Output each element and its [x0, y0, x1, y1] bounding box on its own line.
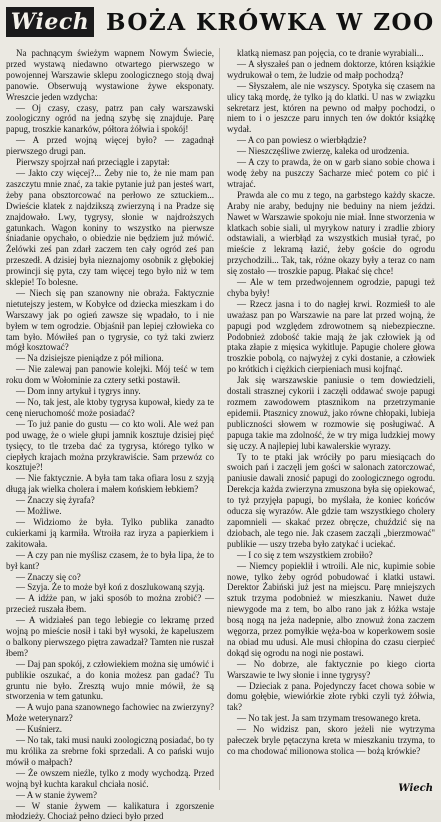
- paragraph: Pierwszy spojrzał nań przeciągle i zapytał:: [16, 157, 170, 168]
- paragraph: — A widziałeś pan tego lebiegie co lekramę przed wojną po mieście nosił i taki był wysoki, że kapeluszem o balkony pierwszego piętra zawadzał? Tamten nie ruszał łbem?: [6, 615, 214, 658]
- paragraph: — Nieszczęśliwe zwierzę, kaleka od urodzenia.: [237, 146, 410, 157]
- paragraph: — A co pan powiesz o wierbłądzie?: [237, 135, 367, 146]
- paragraph: — Niech się pan szanowny nie obraża. Faktycznie nietutejszy jestem, w Kobyłce od dziecka mieszkam i do Warszawy jak po ogień zawsze się wpadało, to i nie byłem w tem ogrodzie. Objaśnił pan lepiej człowieka co tam było. Mówiłeś pan o tygrysie, co tyż taki zwierz mógł kosztować?: [6, 287, 214, 353]
- paragraph: — W stanie żywem — kalikatura i zgorszenie młodzieży. Chociaż pełno dzieci było przed: [6, 800, 214, 822]
- paragraph: — Nie zalewaj pan panowie kolejki. Mój teść w tem roku dom w Wołominie za cztery setki postawił.: [6, 364, 214, 386]
- paragraph: — Ale w tem przedwojennem ogrodzie, papugi też chyba były!: [227, 277, 435, 298]
- paragraph: — A przed wojną więcej było? — zagadnął pierwszego drugi pan.: [6, 135, 214, 157]
- paragraph: — A czy to prawda, że on w garb siano sobie chowa i wodę żeby na puszczy Sacharze mieć potem co pić i wtrajać.: [227, 157, 435, 189]
- paragraph: — Szyja. Że to może był koń z doszlukowaną szyją.: [16, 582, 205, 593]
- article-body: [6, 48, 435, 822]
- column-divider: [219, 48, 220, 790]
- paragraph: — No, tak jest, ale ktoby tygrysa kupował, kiedy za te cenę nieruchomość może posiadać?: [6, 397, 214, 418]
- paragraph: — Że owszem nieźle, tylko z mody wychodzą. Przed wojną był kuchta karakul chciała nosić.: [6, 767, 214, 789]
- right-column: [227, 48, 435, 790]
- paragraph: — Rzecz jasna i to do nagłej krwi. Rozmieśł to ale uważasz pan po Warszawie na pare lat przed wojną, że papugi pod względem zdrowotnem są niebezpieczne. Podobnież zdobość takie mają że jak człowiek ją od ptaka złapie z mięsica wykitluje. Papugie cholere głowa troszkie pobolą, co najwyżej z cyki dostanie, a człowiek po krótkich i ciężkich cierpieniach musi kojfnąć.: [227, 298, 435, 375]
- paragraph: Na pachnącym świeżym wapnem Nowym Świecie, przed wystawą niedawno otwartego pierwszego w powojennej Warszawie sklepu zoologicznego stoją dwaj panowie. Obserwują wystawione żywe eksponaty. Wreszcie jeden wzdycha:: [6, 48, 214, 102]
- paragraph: — No tak, taki musi nauki zoologiczną posiadać, bo ty mu królika za srebrne foki sprzedali. A co pański wujo mówił o małpach?: [6, 735, 214, 767]
- paragraph: — Dzieciak z pana. Pojedynczy facet chowa sobie w domu gołębie, wiewiórkie złote rybki czyli tyż żółwia, tak?: [227, 680, 435, 713]
- paragraph: — A słyszałeś pan o jednem doktorze, któren książkie wydrukował o tem, że ludzie od małp pochodzą?: [227, 58, 435, 80]
- paragraph: Prawda ale co mu z tego, na garbstego każdy skacze. Araby nie araby, bedujny nie beduiny na niem jeździ. Nawet w Warszawie spokoju nie miał. Inne stworzenia w klatkach sobie siali, ul myrykow natury i zradlie zbiory odstawiali, a wierbłąd za wszystkich musiał tyrać, po mieście z lekramą łazić, żeby goście do ogrodu przychodzili... Tak, tak, różne okazy były a teraz co nam się zostało — troszkie papug. Płakać się chce!: [227, 189, 435, 277]
- paragraph: — Słyszałem, ale nie wszyscy. Spotyka się czasem na ulicy taką mordę, że tylko ją do klatki. U nas w związku sekretarz jest, któren na pewno od małpy pochodzi, o niem to i o jeszcze paru innych ten ów doktór książkę wydał.: [227, 80, 435, 135]
- paragraph: — Daj pan spokój, z człowiekiem można się umówić i publikie oszukać, a do konia możesz pan gadać? Tu gruntu nie było. Zresztą wujo mnie mówił, że są stworzenia w tem gatunku.: [6, 658, 214, 702]
- paragraph: — Widziomo że była. Tylko publika zanadto cukierkami ją karmiła. Wtroiła raz iryza a papierkiem i zakitowała.: [6, 516, 214, 549]
- paragraph: Jak się warszawskie paniusie o tem dowiedzieli, dostali strasznej cykorii i zaczęli oddawać swoje papugi rozmem zawodowem ptasznikom na przetrzymanie epidemii. Ptasznicy znowuż, jako równe chłopaki, lubieja publiczności słowem w rozmowie się posługiwać. A papuga takie ma zdolność, że w try miga ludzkiej mowy się uczy. A najlepiej lubi kawalerskie wyrazy.: [227, 375, 435, 451]
- paragraph: — To już panie do gustu — co kto woli. Ale weź pan pod uwagę, że o wiele głupi jamnik kosztuje dzisiej pięć tysięcy, to tle trzeba dać za tygrysa, którego tylko w ciepłych krajach można przykrawiście. Sam przewóz co kosztuje?!: [6, 418, 214, 473]
- paragraph: — Znaczy się co?: [16, 571, 81, 582]
- paragraph: — No widzisz pan, skoro jeżeli nie wytrzyma pałeczek bryle pętaczyna kreta w mieszkaniu trzyma, to co ma chodować milionowa stolica — bożą krówkie?: [227, 724, 435, 756]
- paragraph: — Niemcy popieklił i wtroili. Ale nic, kupimie sobie nowe, tylko żeby ogród pobudować i klatki ustawi. Derektor Żabiński już jest na miejscu. Parę mniejszych sztuk trzyma podobnież w mieszkaniu. Nawet duże niewygode ma z tem, bo albo rano jak z łóżka wstaje bosą nogą na jeża nadepnie, albo znowuż żona zaczem węgorza, przez pomyłkie węża-boa w koperkowem sosie na obiad mu udusi. Ale musi chłopina do czasu cierpieć dokąd się ogrodu na nogi nie postawi.: [227, 560, 435, 658]
- paragraph: — Na dzisiejsze pieniądze z pół miliona.: [16, 353, 164, 364]
- paragraph: — A idźże pan, w jaki sposób to można zrobić? — przecież ruszała łbem.: [6, 593, 214, 615]
- paragraph: — No tak jest. Ja sam trzymam tresowanego kreta.: [237, 713, 421, 724]
- paragraph: — Znaczy się żyrafa?: [16, 495, 95, 506]
- headline: BOŻA KRÓWKA W ZOO: [106, 8, 435, 36]
- paragraph: Ty to te ptaki jak wróciły po paru miesiącach do swoich pań i zaczęli jem gości w salonach zatorczować, paniusie dawali znosić papugi do zoologicznego ogrodu. Derekcja każda zwierzyna zmuszona była się opiekować, to tyż przyjęła papugi, bo myślała, że koniec końców oducza się wyrazów. Ale gdzie tam wszystkiego cholery zapomnieli — skakać przez obręcze, chuździć się na dziobach, ale tego nie. Jak czasem zacząli „bierzmować" publikie — uszy trzeba było zatykać i uciekać.: [227, 451, 435, 549]
- paragraph: — A czy pan nie myślisz czasem, że to była lipa, że to był kant?: [6, 549, 214, 571]
- paragraph: — Kuśnierz.: [16, 724, 62, 735]
- column-logo: Wiech: [6, 7, 94, 37]
- left-column: [6, 48, 214, 822]
- author-signature: Wiech: [394, 783, 433, 794]
- paragraph: — Oj czasy, czasy, patrz pan cały warszawski zoologiczny ogród na jedną szybę się znajduje. Parę papug, troszkie kanarków, półtora żółwia i spokój!: [6, 102, 214, 135]
- paragraph: — I co się z tem wszystkiem zrobiło?: [237, 549, 373, 560]
- paragraph: — Jakto czy więcej?... Żeby nie to, że nie mam pan zaszczytu mnie znać, za takie pytanie już pan jesteś wart, żeby pana obsztorcować na perłowo ze sztuckiem... Dwieście klatek z najdzikszą zwierzyną i na Pradze się znajdowało. Lwy, tygrysy, słonie w najdroższych gatunkach. Wagon koniny to wszystko na pierwsze śniadanie opychało, o obiedzie nie będziem już mówić. Żelówki ześ pan zdarł zaczem ten cały ogród ześ pan przeszedł. A dzisiej była nieznajomy osobnik z głębokiej prowincji się pyta, czy tam więcej tego było niż w tem sklepie! To bolesne.: [6, 167, 214, 288]
- paragraph: — A w stanie żywem?: [16, 789, 97, 800]
- paragraph: — No dobrze, ale faktycznie po kiego ciorta Warszawie te lwy słonie i inne tygrysy?: [227, 658, 435, 680]
- paragraph: — Dom inny artykuł i tygrys inny.: [16, 386, 141, 397]
- masthead: [6, 6, 435, 38]
- paragraph: — A wujo pana szanownego fachowiec na zwierzyny? Może weterynarz?: [6, 702, 214, 724]
- paragraph: klatką niemasz pan pojęcia, co te dranie wyrabiali...: [237, 48, 424, 58]
- paragraph: — Możliwe.: [16, 506, 62, 517]
- paragraph: — Nie faktycznie. A była tam taka ofiara losu z szyją długą jak wielka cholera i małem końskiem łebkiem?: [6, 473, 214, 495]
